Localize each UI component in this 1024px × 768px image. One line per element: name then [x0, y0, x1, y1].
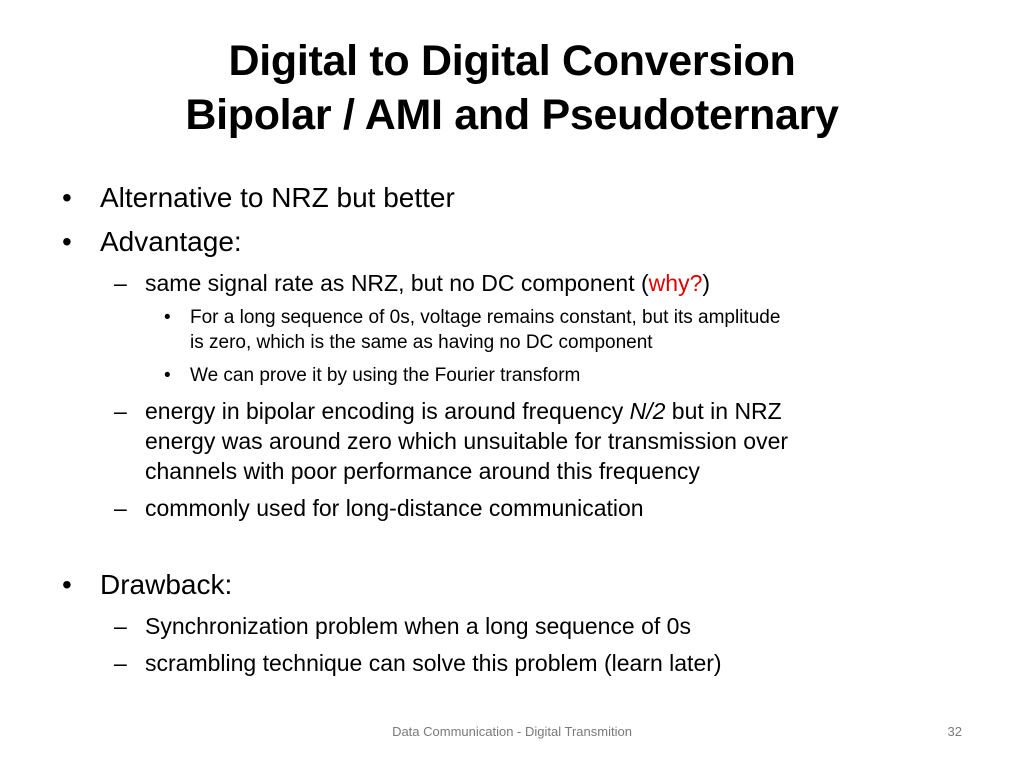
subbullet-synchronization: Synchronization problem when a long sequence of 0s: [145, 613, 691, 639]
why-highlight: why?: [648, 270, 703, 296]
bullet-marker: •: [164, 307, 171, 328]
subbullet-same-signal-rate: [145, 268, 710, 298]
text-segment: ): [702, 270, 711, 296]
text-segment: but in NRZ: [665, 398, 782, 424]
subsub-long-sequence-line2: is zero, which is the same as having no DC component: [190, 332, 653, 353]
bullet-alternative: Alternative to NRZ but better: [100, 182, 455, 213]
subbullet-energy-line1: [145, 396, 782, 426]
subsub-long-sequence-line1: For a long sequence of 0s, voltage remains constant, but its amplitude: [190, 307, 781, 328]
title-line-2: Bipolar / AMI and Pseudoternary: [185, 91, 839, 139]
page-number: 32: [947, 724, 962, 739]
subbullet-long-distance: commonly used for long-distance communication: [145, 495, 644, 521]
dash-marker: –: [114, 398, 127, 424]
subsub-fourier: We can prove it by using the Fourier transform: [190, 365, 581, 386]
dash-marker: –: [114, 495, 127, 521]
subbullet-scrambling: scrambling technique can solve this problem (learn later): [145, 650, 722, 676]
slide-footer: Data Communication - Digital Transmition: [392, 724, 632, 739]
text-segment: energy in bipolar encoding is around frequency: [145, 398, 630, 424]
bullet-advantage: Advantage:: [100, 226, 242, 257]
bullet-marker: •: [164, 365, 171, 386]
title-line-1: Digital to Digital Conversion: [228, 37, 796, 85]
dash-marker: –: [114, 613, 127, 639]
n-over-2: N/2: [629, 398, 666, 424]
bullet-marker: •: [62, 182, 72, 213]
bullet-drawback: Drawback:: [100, 569, 233, 600]
subbullet-energy-line3: channels with poor performance around this frequency: [145, 458, 700, 484]
slide-title: [60, 34, 964, 142]
bullet-marker: •: [62, 226, 72, 257]
dash-marker: –: [114, 650, 127, 676]
dash-marker: –: [114, 270, 127, 296]
text-segment: same signal rate as NRZ, but no DC component (: [145, 270, 649, 296]
subbullet-energy-line2: energy was around zero which unsuitable for transmission over: [145, 428, 789, 454]
bullet-marker: •: [62, 569, 72, 600]
